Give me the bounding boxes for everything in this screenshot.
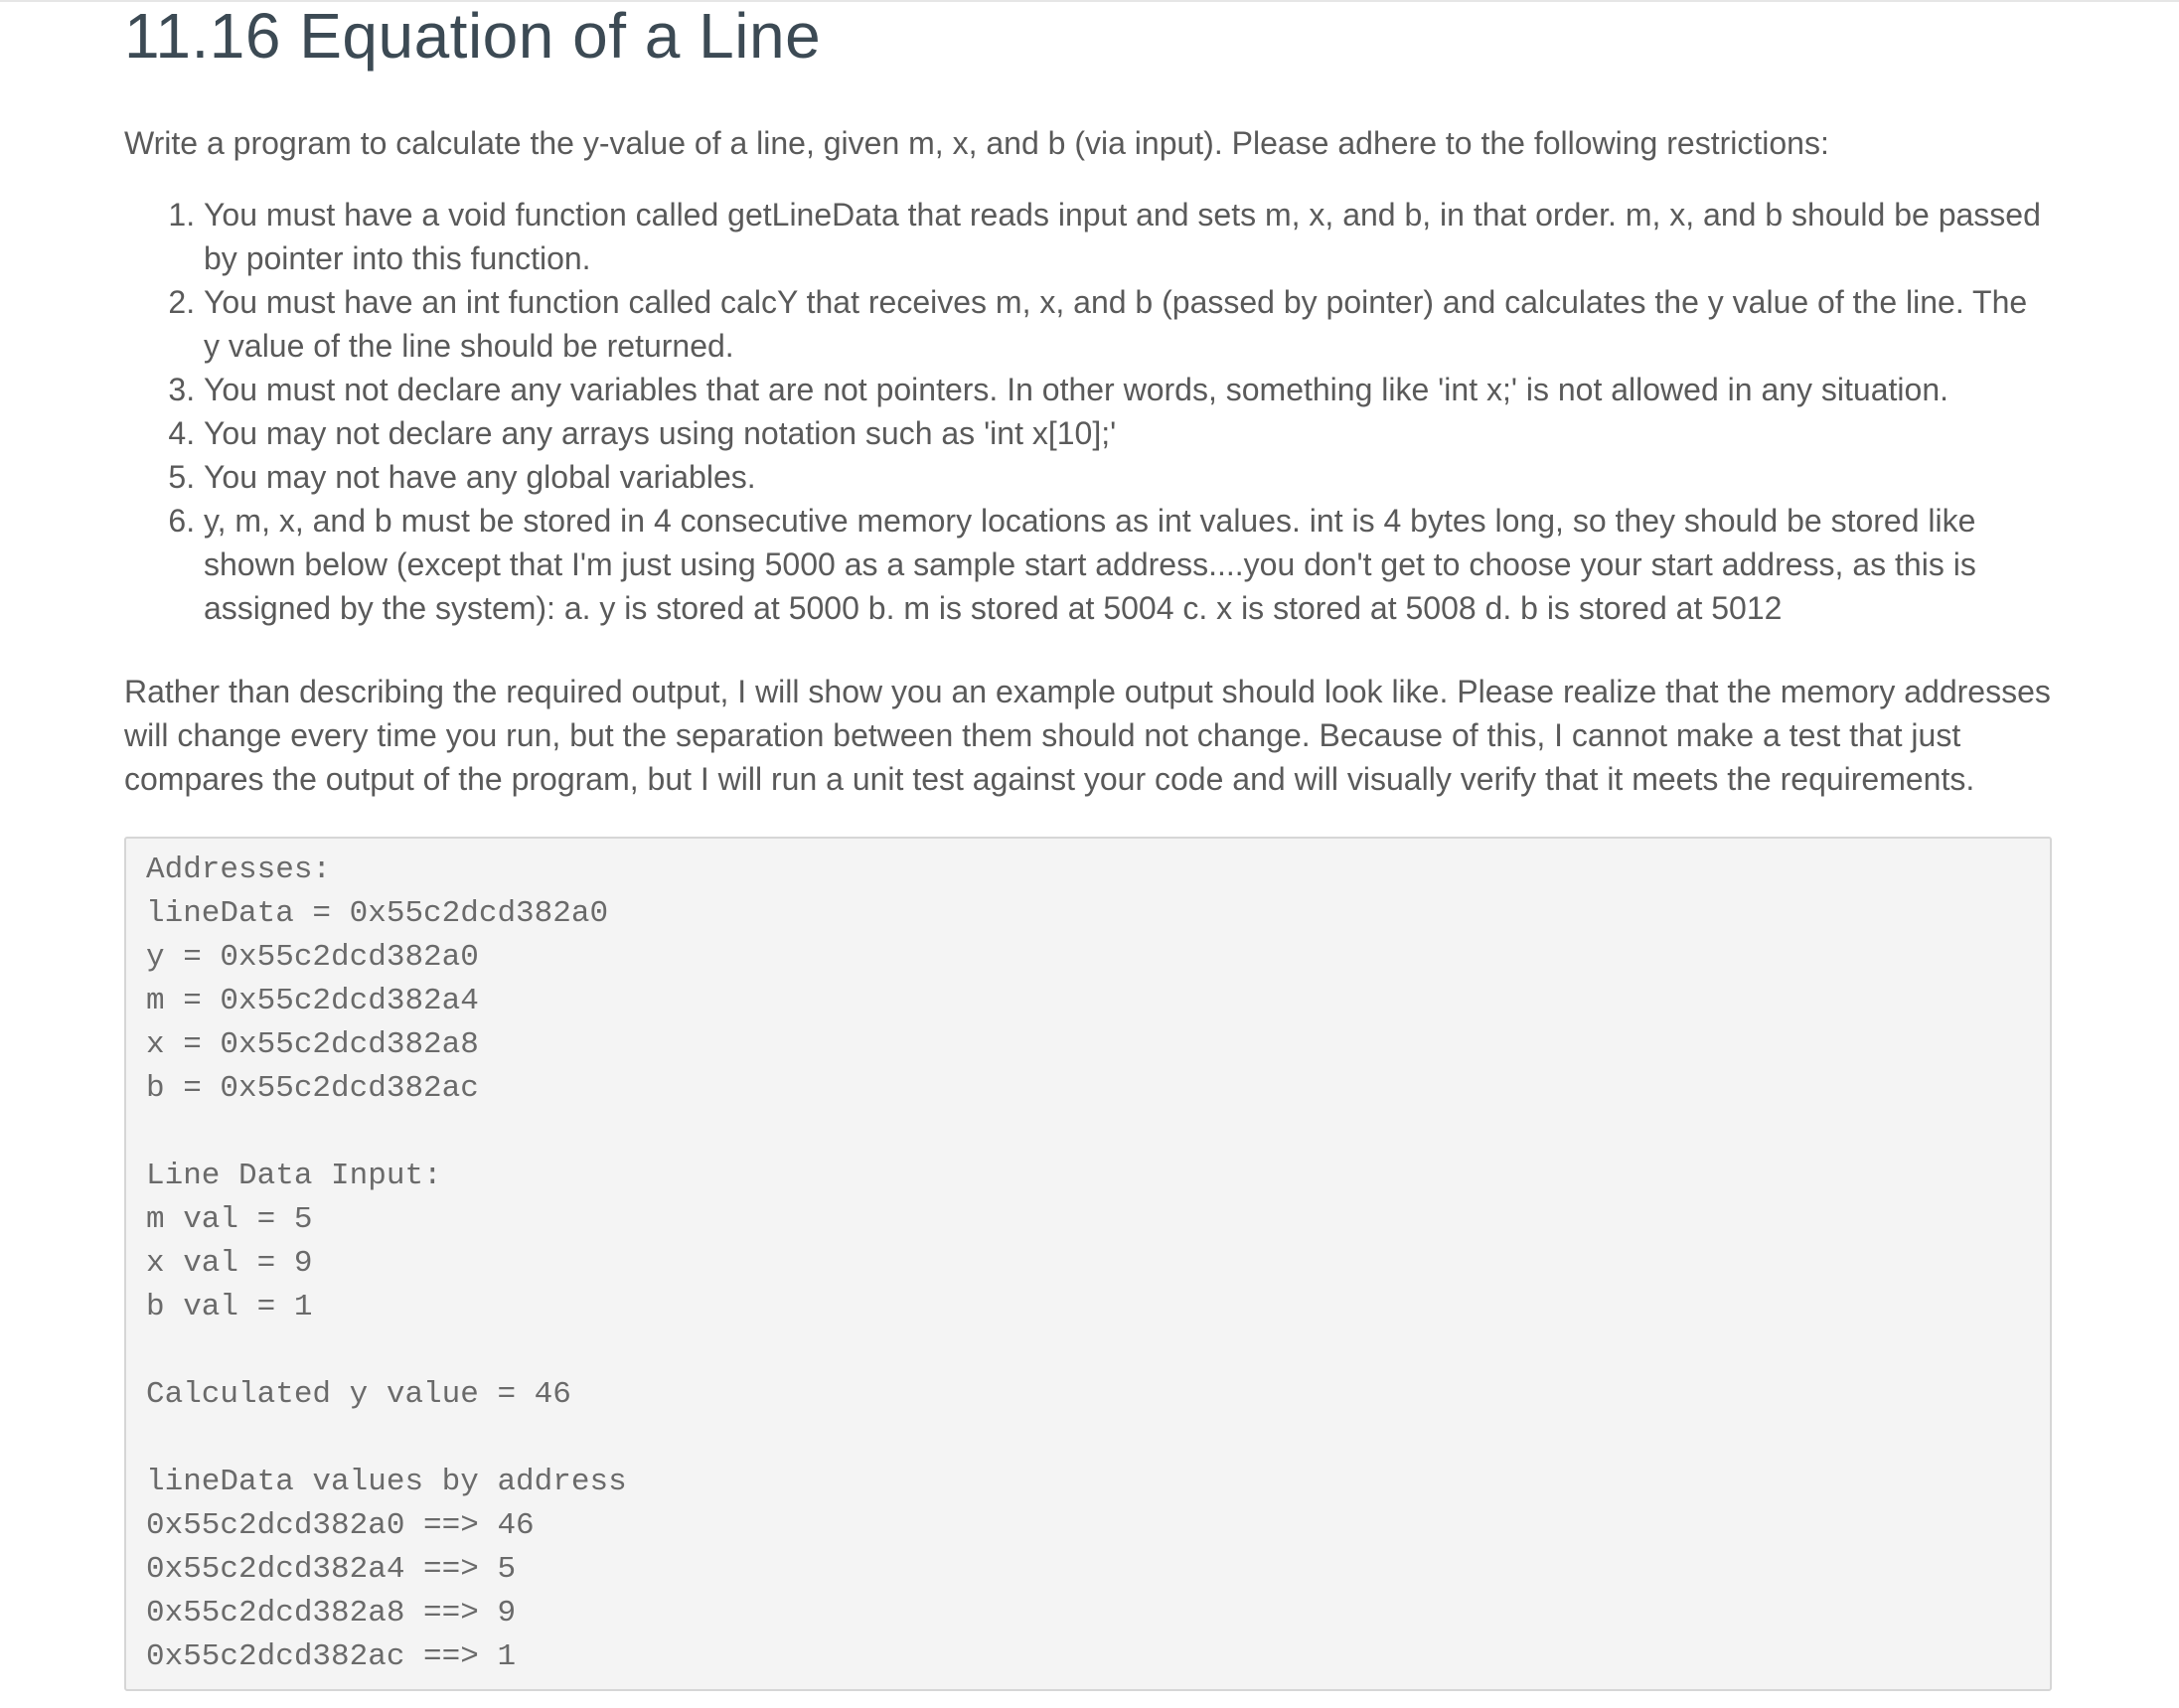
code-line xyxy=(146,1329,2030,1373)
example-output-code-block[interactable] xyxy=(124,837,2052,1691)
restriction-item: 1. You must have a void function called getLineData that reads input and sets m, x, and b, in that order. m, x, and b should be passed by pointer into this function. xyxy=(204,193,2052,280)
restriction-item: 5. You may not have any global variables. xyxy=(204,455,2052,499)
restriction-item: 2. You must have an int function called calcY that receives m, x, and b (passed by pointer) and calculates the y value of the line. The y value of the line should be returned. xyxy=(204,280,2052,368)
restrictions-list xyxy=(124,193,2052,630)
code-line: lineData values by address xyxy=(146,1465,627,1499)
code-line: Addresses: xyxy=(146,853,332,887)
main-content xyxy=(124,0,2052,1691)
description-paragraph: Rather than describing the required output, I will show you an example output should look like. Please realize that the memory addresses will change every time you run, but the separation between them should not change. Because of this, I cannot make a test that just compares the output of the program, but I will run a unit test against your code and will visually verify that it meets the requirements. xyxy=(124,674,2051,797)
restriction-item: 3. You must not declare any variables that are not pointers. In other words, something like 'int x;' is not allowed in any situation. xyxy=(204,368,2052,411)
code-line: Calculated y value = 46 xyxy=(146,1377,571,1412)
code-line xyxy=(146,1111,2030,1155)
restriction-item: 6. y, m, x, and b must be stored in 4 consecutive memory locations as int values. int is 4 bytes long, so they should be stored like shown below (except that I'm just using 5000 as a sample start address....you don't get to choose your start address, as this is assigned by the system): a. y is stored at 5000 b. m is stored at 5004 c. x is stored at 5008 d. b is stored at 5012 xyxy=(204,499,2052,630)
code-line: 0x55c2dcd382a0 ==> 46 xyxy=(146,1508,535,1543)
intro-paragraph: Write a program to calculate the y-value of a line, given m, x, and b (via input). Please adhere to the following restrictions: xyxy=(124,125,1829,161)
code-line: x = 0x55c2dcd382a8 xyxy=(146,1027,479,1062)
code-line: y = 0x55c2dcd382a0 xyxy=(146,940,479,975)
page-title: 11.16 Equation of a Line xyxy=(124,0,822,72)
code-line: Line Data Input: xyxy=(146,1159,442,1193)
code-line: 0x55c2dcd382ac ==> 1 xyxy=(146,1639,517,1674)
code-line: 0x55c2dcd382a4 ==> 5 xyxy=(146,1552,517,1587)
code-line: b = 0x55c2dcd382ac xyxy=(146,1071,479,1106)
code-line: lineData = 0x55c2dcd382a0 xyxy=(146,896,609,931)
code-line: b val = 1 xyxy=(146,1290,313,1324)
restriction-item: 4. You may not declare any arrays using notation such as 'int x[10];' xyxy=(204,411,2052,455)
code-line: m = 0x55c2dcd382a4 xyxy=(146,984,479,1018)
code-line xyxy=(146,1417,2030,1461)
code-line: x val = 9 xyxy=(146,1246,313,1281)
code-line: 0x55c2dcd382a8 ==> 9 xyxy=(146,1596,517,1630)
code-line: m val = 5 xyxy=(146,1202,313,1237)
